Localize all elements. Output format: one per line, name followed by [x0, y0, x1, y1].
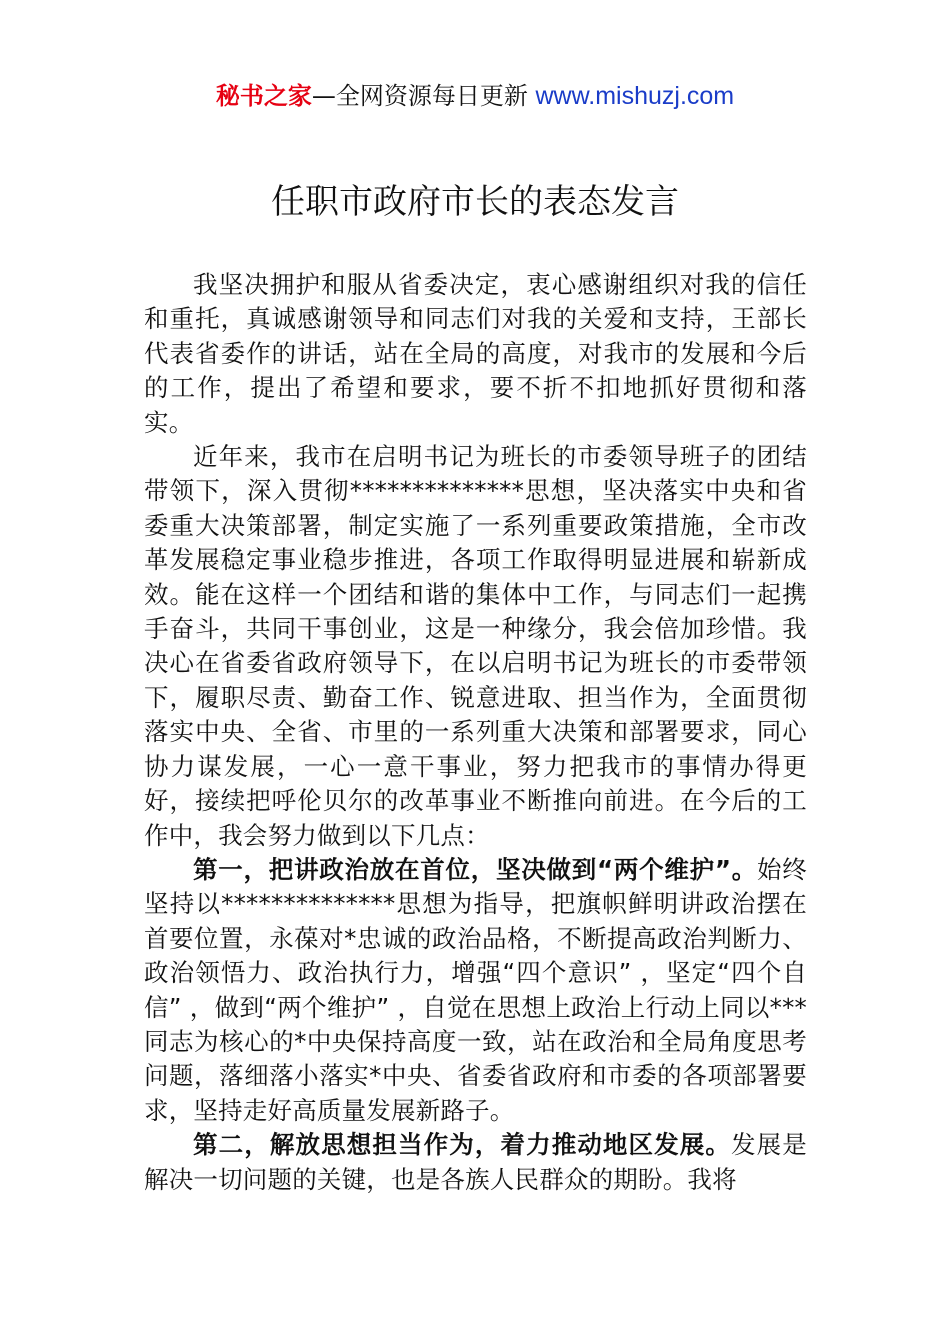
paragraph-1 [144, 268, 807, 440]
paragraph-2 [144, 440, 807, 853]
paragraph-text: 近年来，我市在启明书记为班长的市委领导班子的团结带领下，深入贯彻**************思想，坚决落实中央和省委重大决策部署，制定实施了一系列重要政策措施，全市改革发展稳定事业稳步推进，各项工作取得明显进展和崭新成效。能在这样一个团结和谐的集体中工作，与同志们一起携手奋斗，共同干事创业，这是一种缘分，我会倍加珍惜。我决心在省委省政府领导下，在以启明书记为班长的市委带领下，履职尽责、勤奋工作、锐意进取、担当作为，全面贯彻落实中央、全省、市里的一系列重大决策和部署要求，同心协力谋发展，一心一意干事业，努力把我市的事情办得更好，接续把呼伦贝尔的改革事业不断推向前进。在今后的工作中，我会努力做到以下几点： [144, 442, 807, 850]
site-tagline: —全网资源每日更新 [311, 82, 528, 110]
paragraph-text: 始终坚持以**************思想为指导，把旗帜鲜明讲政治摆在首要位置，永葆对*忠诚的政治品格，不断提高政治判断力、政治领悟力、政治执行力，增强“四个意识” ，坚定“四个自信” ，做到“两个维护” ，自觉在思想上政治上行动上同以***同志为核心的*中央保持高度一致，站在政治和全局角度思考问题，落细落小落实*中央、省委省政府和市委的各项部署要求，坚持走好高质量发展新路子。 [144, 854, 807, 1125]
paragraph-lead: 第一，把讲政治放在首位，坚决做到“两个维护”。 [193, 854, 758, 884]
document-title: 任职市政府市长的表态发言 [271, 182, 679, 222]
paragraph-lead: 第二，解放思想担当作为，着力推动地区发展。 [193, 1130, 732, 1160]
site-url-link[interactable]: www.mishuzj.com [535, 82, 735, 110]
paragraph-3 [144, 853, 807, 1128]
site-brand: 秘书之家 [215, 82, 312, 110]
paragraph-text: 发展是解决一切问题的关键，也是各族人民群众的期盼。我将 [144, 1130, 807, 1194]
paragraph-text: 我坚决拥护和服从省委决定，衷心感谢组织对我的信任和重托，真诚感谢领导和同志们对我的关爱和支持，王部长代表省委作的讲话，站在全局的高度，对我市的发展和今后的工作，提出了希望和要求，要不折不扣地抓好贯彻和落实。 [144, 270, 807, 437]
paragraph-4 [144, 1128, 807, 1197]
document-body [144, 268, 807, 1197]
site-header [0, 80, 950, 112]
